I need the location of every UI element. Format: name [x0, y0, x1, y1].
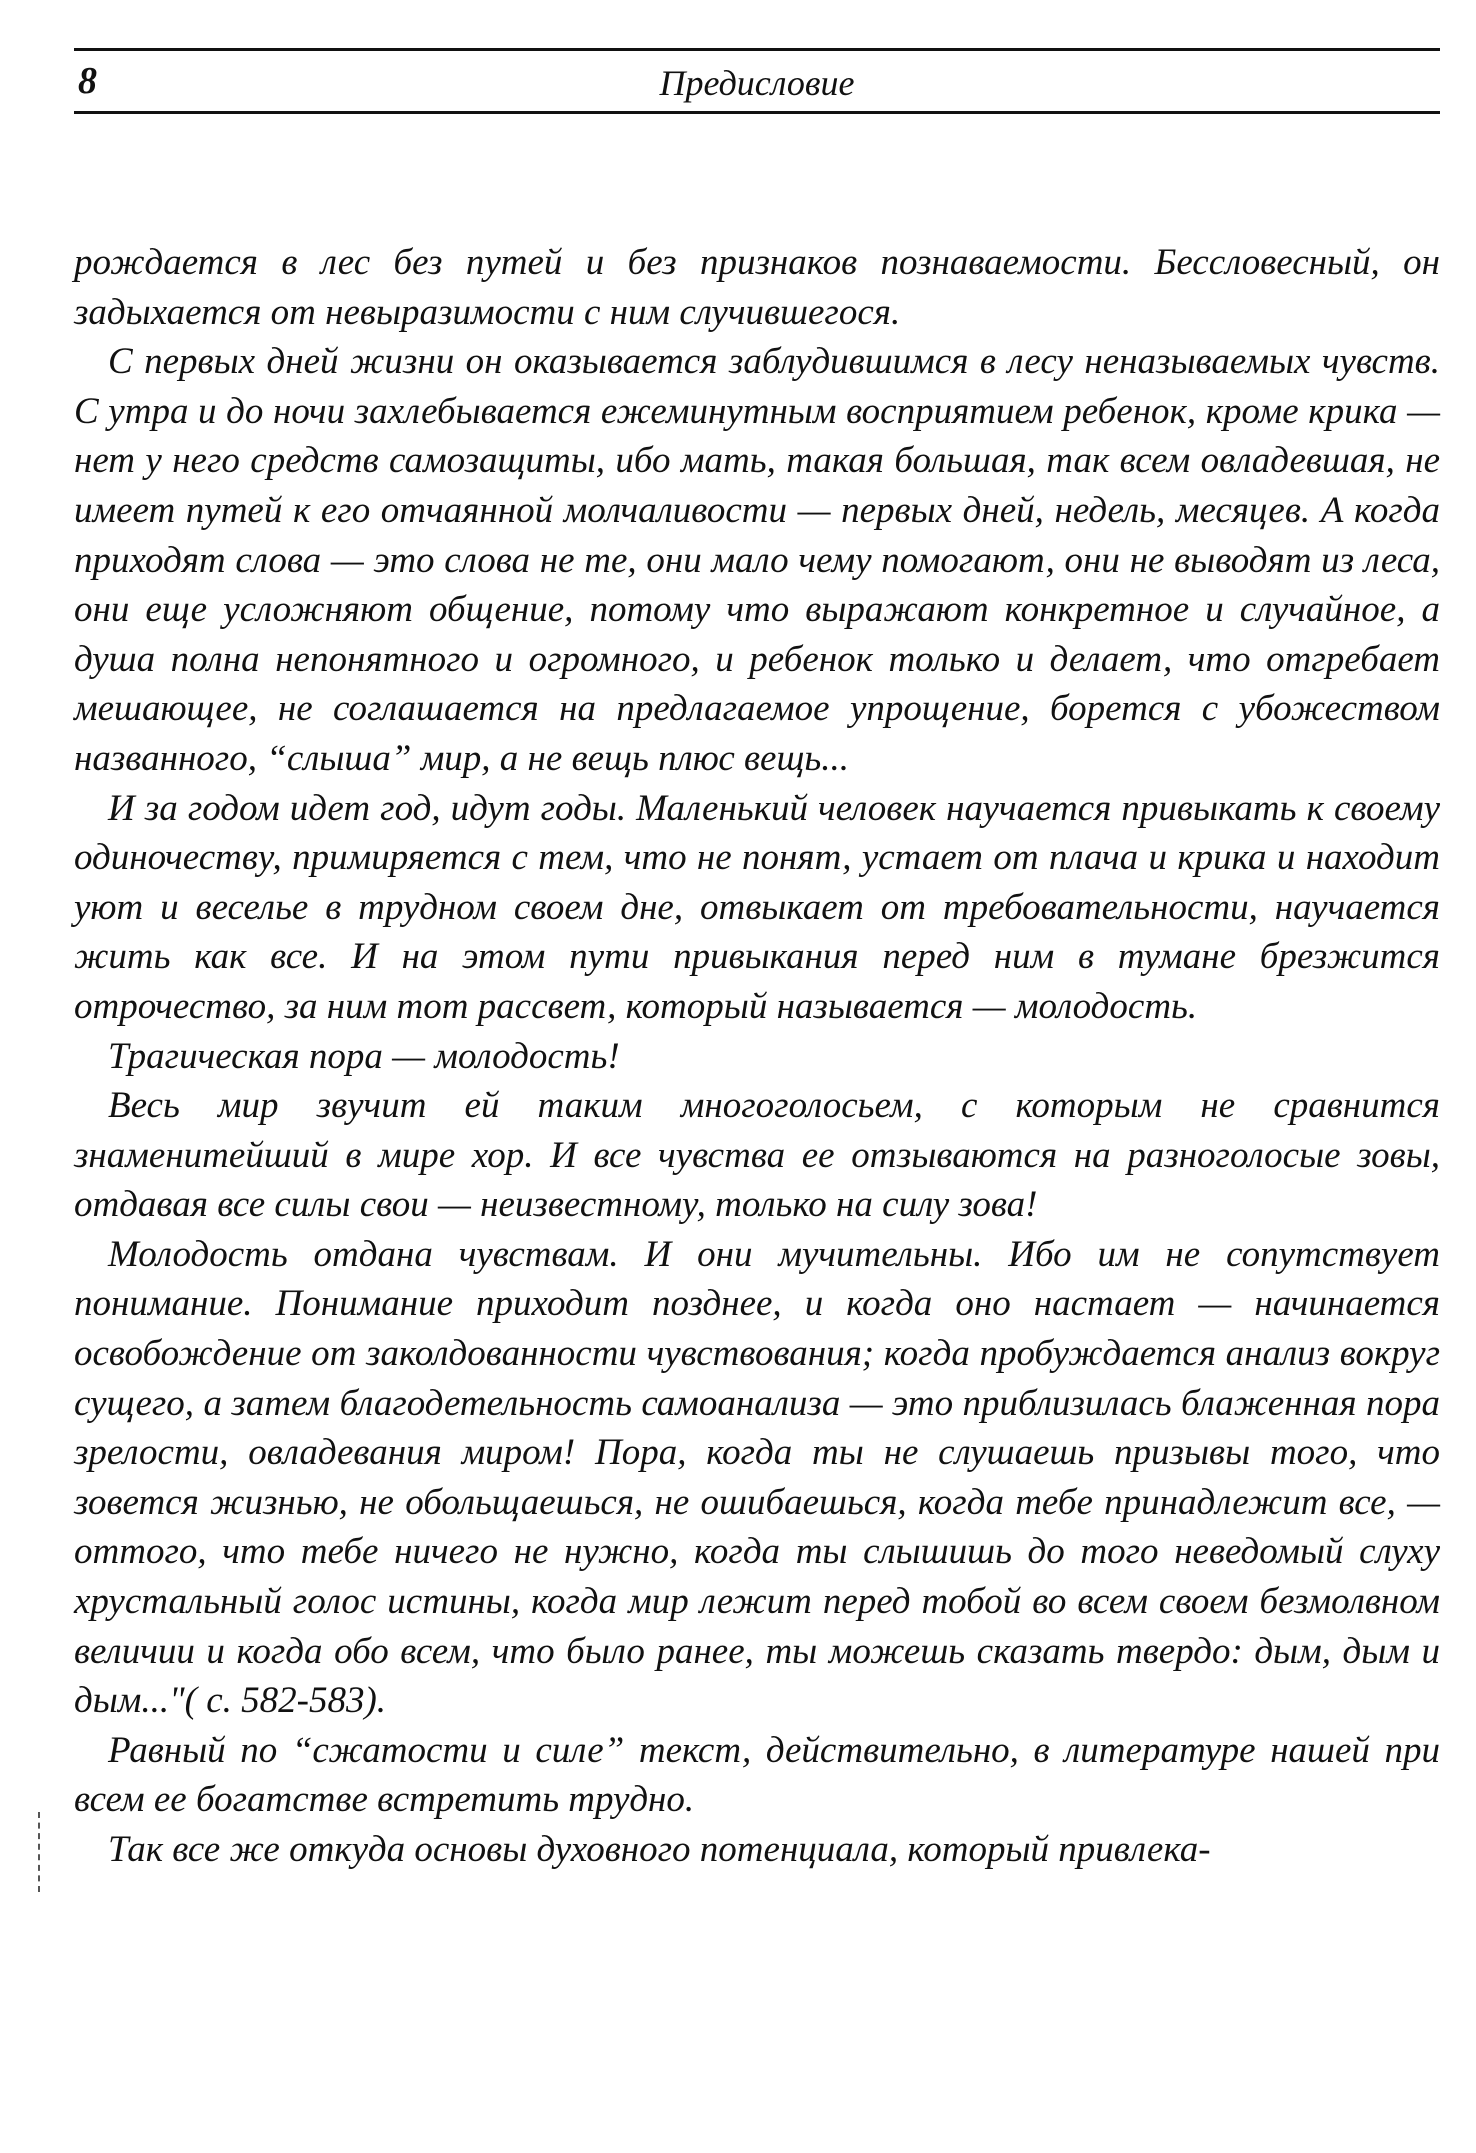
paragraph: рождается в лес без путей и без признаков познаваемости. Бессловесный, он задыхается от невыразимости с ним случившегося.	[74, 242, 1440, 333]
paragraph: Так все же откуда основы духовного потенциала, который привлека-	[108, 1829, 1211, 1870]
page-header	[74, 48, 1440, 114]
paragraph: Равный по “сжатости и силе” текст, действительно, в литературе нашей при всем ее богатстве встретить трудно.	[74, 1729, 1440, 1821]
margin-scan-mark	[38, 1812, 40, 1892]
paragraph: С первых дней жизни он оказывается заблудившимся в лесу неназываемых чувств. С утра и до ночи захлебывается ежеминутным восприятием ребенок, кроме крика — нет у него средств самозащиты, ибо мать, такая большая, так всем овладевшая, не имеет путей к его отчаянной молчаливости — первых дней, недель, месяцев. А когда приходят слова — это слова не те, они мало чему помогают, они не выводят из леса, они еще усложняют общение, потому что выражают конкретное и случайное, а душа полна непонятного и огромного, и ребенок только и делает, что отгребает мешающее, не соглашается на предлагаемое упрощение, борется с убожеством названного, “слыша” мир, а не вещь плюс вещь...	[74, 341, 1440, 779]
paragraph: И за годом идет год, идут годы. Маленький человек научается привыкать к своему одиночеству, примиряется с тем, что не понят, устает от плача и крика и находит уют и веселье в трудном своем дне, отвыкает от требовательности, научается жить как все. И на этом пути привыкания перед ним в тумане брезжится отрочество, за ним тот рассвет, который называется — молодость.	[74, 787, 1440, 1027]
running-title: Предисловие	[659, 63, 855, 103]
paragraph: Молодость отдана чувствам. И они мучительны. Ибо им не сопутствует понимание. Понимание приходит позднее, и когда оно настает — начинается освобождение от заколдованности чувствования; когда пробуждается анализ вокруг сущего, а затем благодетельность самоанализа — это приблизилась блаженная пора зрелости, овладевания миром! Пора, когда ты не слушаешь призывы того, что зовется жизнью, не обольщаешься, не ошибаешься, когда тебе принадлежит все, — оттого, что тебе ничего не нужно, когда ты слышишь до того неведомый слуху хрустальный голос истины, когда мир лежит перед тобой во всем своем безмолвном величии и когда обо всем, что было ранее, ты можешь сказать твердо: дым, дым и дым..."( с. 582-583).	[74, 1233, 1440, 1722]
paragraph: Трагическая пора — молодость!	[108, 1035, 620, 1077]
page-number: 8	[78, 60, 97, 102]
body-text	[74, 238, 1440, 1875]
paragraph: Весь мир звучит ей таким многоголосьем, с которым не сравнится знаменитейший в мире хор. И все чувства ее отзываются на разноголосые зовы, отдавая все силы свои — неизвестному, только на силу зова!	[74, 1085, 1440, 1226]
